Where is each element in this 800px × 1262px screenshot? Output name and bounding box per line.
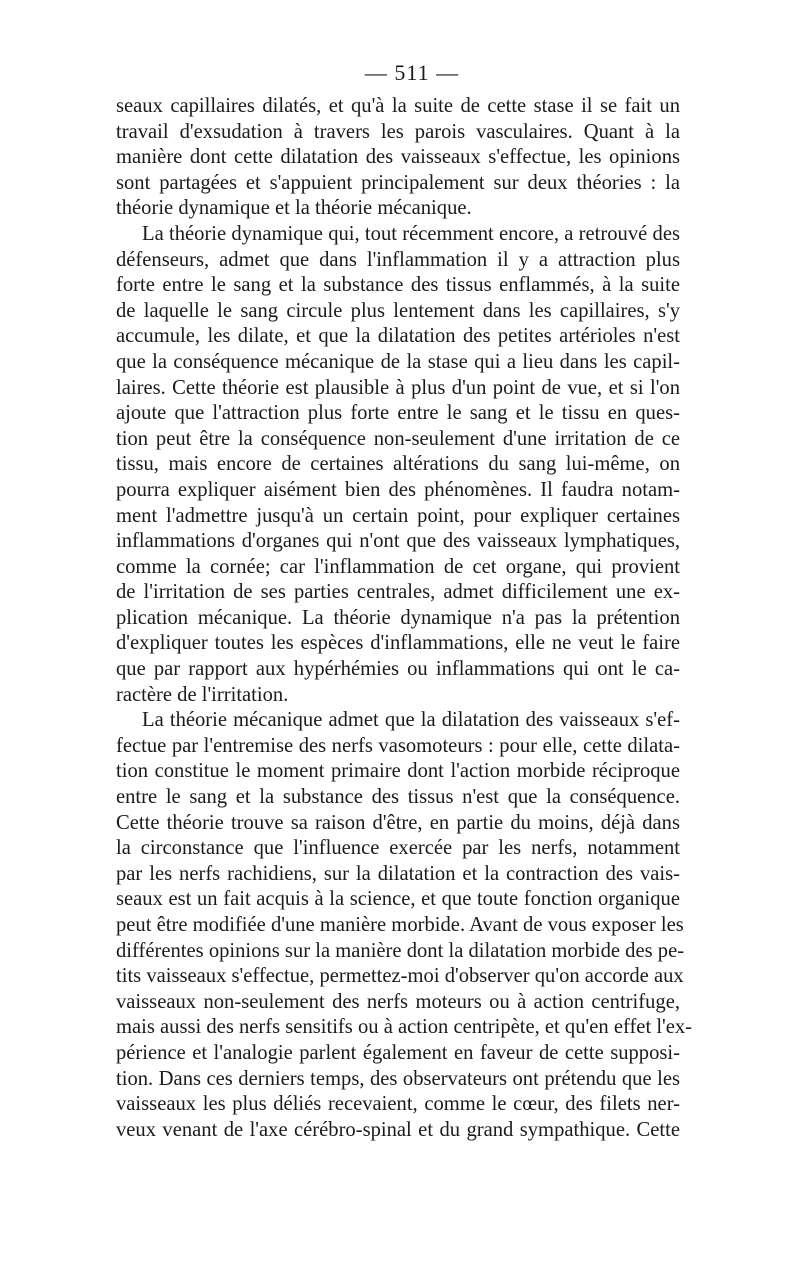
text-line: La théorie mécanique admet que la dilatation des vaisseaux s'ef- xyxy=(142,709,680,732)
text-line: seaux capillaires dilatés, et qu'à la suite de cette stase il se fait un xyxy=(116,95,680,117)
body-text xyxy=(116,94,693,1143)
text-line: vaisseaux les plus déliés recevaient, comme le cœur, des filets ner- xyxy=(116,1093,680,1116)
text-line: périence et l'analogie parlent également en faveur de cette supposi- xyxy=(116,1041,680,1064)
text-line: entre le sang et la substance des tissus n'est que la conséquence. xyxy=(116,786,680,809)
text-line: travail d'exsudation à travers les parois vasculaires. Quant à la xyxy=(116,120,680,143)
text-line: inflammations d'organes qui n'ont que des vaisseaux lymphatiques, xyxy=(116,530,680,553)
text-line: fectue par l'entremise des nerfs vasomoteurs : pour elle, cette dilata- xyxy=(116,734,680,757)
text-line: que la conséquence mécanique de la stase qui a lieu dans les capil- xyxy=(116,350,680,373)
text-line: accumule, les dilate, et que la dilatation des petites artérioles n'est xyxy=(116,325,680,348)
text-line: que par rapport aux hypérhémies ou inflammations qui ont le ca- xyxy=(116,658,680,681)
text-line: vaisseaux non-seulement des nerfs moteurs ou à action centrifuge, xyxy=(116,990,680,1013)
text-line: tion peut être la conséquence non-seulement d'une irritation de ce xyxy=(116,427,680,450)
page-number: — 511 — xyxy=(364,60,460,85)
text-line: de laquelle le sang circule plus lentement dans les capillaires, s'y xyxy=(116,299,680,322)
text-line: plication mécanique. La théorie dynamique n'a pas la prétention xyxy=(116,606,680,629)
text-line: pourra expliquer aisément bien des phénomènes. Il faudra notam- xyxy=(116,478,680,501)
text-line: sont partagées et s'appuient principalement sur deux théories : la xyxy=(116,171,680,194)
text-line: La théorie dynamique qui, tout récemment encore, a retrouvé des xyxy=(142,222,680,245)
text-line: laires. Cette théorie est plausible à plus d'un point de vue, et si l'on xyxy=(116,376,680,399)
text-line: théorie dynamique et la théorie mécanique. xyxy=(116,197,472,220)
text-line: mais aussi des nerfs sensitifs ou à action centripète, et qu'en effet l'ex- xyxy=(116,1016,693,1039)
paragraph xyxy=(116,708,693,1143)
text-line: forte entre le sang et la substance des tissus enflammés, à la suite xyxy=(116,274,680,297)
text-line: Cette théorie trouve sa raison d'être, en partie du moins, déjà dans xyxy=(116,811,680,834)
text-line: différentes opinions sur la manière dont la dilatation morbide des pe- xyxy=(116,939,685,962)
text-line: tion. Dans ces derniers temps, des observateurs ont prétendu que les xyxy=(116,1067,680,1090)
paragraph xyxy=(116,222,680,708)
text-line: tion constitue le moment primaire dont l'action morbide réciproque xyxy=(116,760,680,783)
paragraph xyxy=(116,94,680,222)
text-line: par les nerfs rachidiens, sur la dilatation et la contraction des vais- xyxy=(116,862,680,885)
text-line: d'expliquer toutes les espèces d'inflammations, elle ne veut le faire xyxy=(116,632,680,655)
text-line: seaux est un fait acquis à la science, et que toute fonction organique xyxy=(116,888,680,911)
text-line: comme la cornée; car l'inflammation de cet organe, qui provient xyxy=(116,555,680,578)
text-line: manière dont cette dilatation des vaisseaux s'effectue, les opinions xyxy=(116,146,680,169)
text-line: défenseurs, admet que dans l'inflammation il y a attraction plus xyxy=(116,248,680,271)
text-line: tits vaisseaux s'effectue, permettez-moi d'observer qu'on accorde aux xyxy=(116,965,684,988)
text-line: la circonstance que l'influence exercée par les nerfs, notamment xyxy=(116,837,680,860)
text-line: ment l'admettre jusqu'à un certain point, pour expliquer certaines xyxy=(116,504,680,527)
text-line: ajoute que l'attraction plus forte entre le sang et le tissu en ques- xyxy=(116,402,680,425)
text-line: ractère de l'irritation. xyxy=(116,683,289,706)
text-line: peut être modifiée d'une manière morbide. Avant de vous exposer les xyxy=(116,914,684,936)
text-line: veux venant de l'axe cérébro-spinal et du grand sympathique. Cette xyxy=(116,1118,680,1141)
text-line: de l'irritation de ses parties centrales, admet difficilement une ex- xyxy=(116,581,680,604)
text-line: tissu, mais encore de certaines altérations du sang lui-même, on xyxy=(116,453,680,476)
